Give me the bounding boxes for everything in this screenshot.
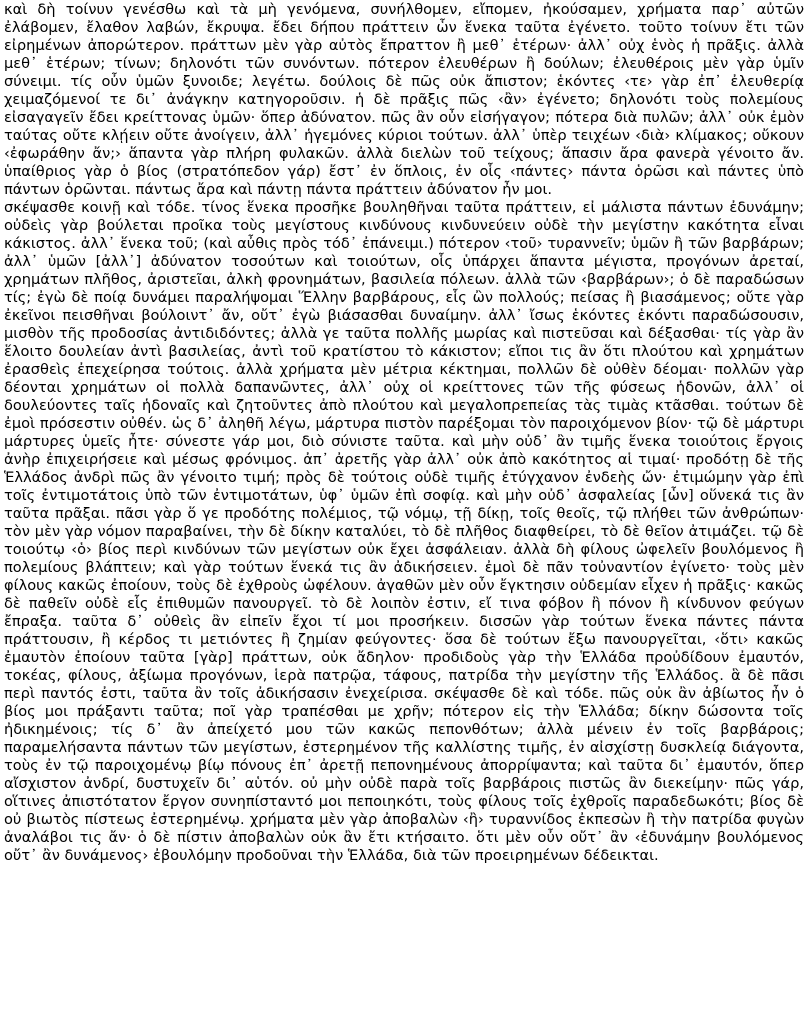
text-paragraph-2: σκέψασθε κοινῇ καὶ τόδε. τίνος ἕνεκα προσῆκε βουληθῆναι ταῦτα πράττειν, εἰ μάλιστα πάντων ἐδυνάμην; οὐδεὶς γὰρ βούλεται προῖκα τοὺς μεγίστους κινδύνους κινδυνεύειν οὐδὲ τὴν μεγίστην κακότητα εἶναι κάκιστος. ἀλλ᾿ ἕνεκα τοῦ; (καὶ αὖθις πρὸς τόδ᾿ ἐπάνειμι.) πότερον ‹τοῦ› τυραννεῖν; ὑμῶν ἢ τῶν βαρβάρων; ἀλλ᾿ ὑμῶν [ἀλλ᾿] ἀδύνατον τοσούτων καὶ τοιούτων, οἷς ὑπάρχει ἅπαντα μέγιστα, προγόνων ἀρεταί, χρημάτων πλῆθος, ἀριστεῖαι, ἀλκὴ φρονημάτων, βασιλεία πόλεων. ἀλλὰ τῶν ‹βαρβάρων›; ὁ δὲ παραδώσων τίς; ἐγὼ δὲ ποίᾳ δυνάμει παραλήψομαι Ἕλλην βαρβάρους, εἷς ὢν πολλούς; πείσας ἢ βιασάμενος; οὔτε γὰρ ἐκεῖνοι πεισθῆναι βούλοιντ᾿ ἄν, οὔτ᾿ ἐγὼ βιάσασθαι δυναίμην. ἀλλ᾿ ἴσως ἑκόντες ἑκόντι παραδώσουσιν, μισθὸν τῆς προδοσίας ἀντιδιδόντες; ἀλλὰ γε ταῦτα πολλῆς μωρίας καὶ πιστεῦσαι καὶ δέξασθαι· τίς γὰρ ἂν ἕλοιτο δουλείαν ἀντὶ βασιλείας, ἀντὶ τοῦ κρατίστου τὸ κάκιστον; εἴποι τις ἂν ὅτι πλούτου καὶ χρημάτων ἐρασθεὶς ἐπεχείρησα τούτοις. ἀλλὰ χρήματα μὲν μέτρια κέκτημαι, πολλῶν δὲ οὐθὲν δέομαι· πολλῶν γὰρ δέονται χρημάτων οἱ πολλὰ δαπανῶντες, ἀλλ᾿ οὐχ οἱ κρείττονες τῶν τῆς φύσεως ἡδονῶν, ἀλλ᾿ οἱ δουλεύοντες ταῖς ἡδοναῖς καὶ ζητοῦντες ἀπὸ πλούτου καὶ μεγαλοπρεπείας τὰς τιμὰς κτᾶσθαι. τούτων δὲ ἐμοὶ πρόσεστιν οὐθέν. ὡς δ᾿ ἀληθῆ λέγω, μάρτυρα πιστὸν παρέξομαι τὸν παροιχόμενον βίον· τῷ δὲ μάρτυρι μάρτυρες ὑμεῖς ἦτε· σύνεστε γάρ μοι, διὸ σύνιστε ταῦτα. καὶ μὴν οὐδ᾿ ἂν τιμῆς ἕνεκα τοιούτοις ἔργοις ἀνὴρ ἐπιχειρήσειε καὶ μέσως φρόνιμος. ἀπ᾿ ἀρετῆς γὰρ ἀλλ᾿ οὐκ ἀπὸ κακότητος αἱ τιμαί· προδότῃ δὲ τῆς Ἑλλάδος ἀνδρὶ πῶς ἂν γένοιτο τιμή; πρὸς δὲ τούτοις οὐδὲ τιμῆς ἐτύγχανον ἐνδεὴς ὤν· ἐτιμώμην γὰρ ἐπὶ τοῖς ἐντιμοτάτοις ὑπὸ τῶν ἐντιμοτάτων, ὑφ᾿ ὑμῶν ἐπὶ σοφίᾳ. καὶ μὴν οὐδ᾿ ἀσφαλείας [ὧν] οὕνεκά τις ἂν ταῦτα πρᾶξαι. πᾶσι γὰρ ὅ γε προδότης πολέμιος, τῷ νόμῳ, τῇ δίκῃ, τοῖς θεοῖς, τῷ πλήθει τῶν ἀνθρώπων· τὸν μὲν γὰρ νόμον παραβαίνει, τὴν δὲ δίκην καταλύει, τὸ δὲ πλῆθος διαφθείρει, τὸ δὲ θεῖον ἀτιμάζει. τῷ δὲ τοιούτῳ ‹ὁ› βίος περὶ κινδύνων τῶν μεγίστων οὐκ ἔχει ἀσφάλειαν. ἀλλὰ δὴ φίλους ὠφελεῖν βουλόμενος ἢ πολεμίους βλάπτειν; καὶ γὰρ τούτων ἕνεκά τις ἂν ἀδικήσειεν. ἐμοὶ δὲ πᾶν τοὐναντίον ἐγίνετο· τοὺς μὲν φίλους κακῶς ἐποίουν, τοὺς δὲ ἐχθροὺς ὠφέλουν. ἀγαθῶν μὲν οὖν ἔγκτησιν οὐδεμίαν εἶχεν ἡ πρᾶξις· κακῶς δὲ παθεῖν οὐδὲ εἷς ἐπιθυμῶν πανουργεῖ. τὸ δὲ λοιπὸν ἐστιν, εἴ τινα φόβον ἢ πόνον ἢ κίνδυνον φεύγων ἔπραξα. ταῦτα δ᾿ οὐθεὶς ἂν εἰπεῖν ἔχοι τί μοι προσήκειν. δισσῶν γὰρ τούτων ἕνεκα πάντες πάντα πράττουσιν, ἢ κέρδος τι μετιόντες ἢ ζημίαν φεύγοντες· ὅσα δὲ τούτων ἔξω πανουργεῖται, ‹ὅτι› κακῶς ἐμαυτὸν ἐποίουν ταῦτα [γὰρ] πράττων, οὐκ ἄδηλον· προδιδοὺς γὰρ τὴν Ἑλλάδα προὐδίδουν ἐμαυτόν, τοκέας, φίλους, ἀξίωμα προγόνων, ἱερὰ πατρῷα, τάφους, πατρίδα τὴν μεγίστην τῆς Ἑλλάδος. ἃ δὲ πᾶσι περὶ παντός ἐστι, ταῦτα ἂν τοῖς ἀδικήσασιν ἐνεχείρισα. σκέψασθε δὲ καὶ τόδε. πῶς οὐκ ἂν ἀβίωτος ἦν ὁ βίος μοι πράξαντι ταῦτα; ποῖ γὰρ τραπέσθαι με χρῆν; πότερον εἰς τὴν Ἑλλάδα; δίκην δώσοντα τοῖς ἠδικημένοις; τίς δ᾿ ἂν ἀπείχετό μου τῶν κακῶς πεπονθότων; ἀλλὰ μένειν ἐν τοῖς βαρβάροις; παραμελήσαντα πάντων τῶν μεγίστων, ἐστερημένον τῆς καλλίστης τιμῆς, ἐν αἰσχίστῃ δυσκλείᾳ διάγοντα, τοὺς ἐν τῷ παροιχομένῳ βίῳ πόνους ἐπ᾿ ἀρετῇ πεπονημένους ἀπορρίψαντα; καὶ ταῦτα δι᾿ ἐμαυτόν, ὅπερ αἴσχιστον ἀνδρί, δυστυχεῖν δι᾿ αὑτόν. οὐ μὴν οὐδὲ παρὰ τοῖς βαρβάροις πιστῶς ἂν διεκείμην· πῶς γάρ, οἵτινες ἀπιστότατον ἔργον συνηπίσταντό μοι πεποιηκότι, τοὺς φίλους τοῖς ἐχθροῖς παραδεδωκότι; βίος δὲ οὐ βιωτὸς πίστεως ἐστερημένῳ. χρήματα μὲν γὰρ ἀποβαλὼν ‹ἢ› τυραννίδος ἐκπεσὼν ἢ τὴν πατρίδα φυγὼν ἀναλάβοι τις ἄν· ὁ δὲ πίστιν ἀποβαλὼν οὐκ ἂν ἔτι κτήσαιτο. ὅτι μὲν οὖν οὔτ᾿ ἂν ‹ἐδυνάμην βουλόμενος οὔτ᾿ ἂν δυνάμενος› ἐβουλόμην προδοῦναι τὴν Ἑλλάδα, διὰ τῶν προειρημένων δέδεικται. (4, 199, 804, 864)
text-paragraph-1: καὶ δὴ τοίνυν γενέσθω καὶ τὰ μὴ γενόμενα, συνήλθομεν, εἴπομεν, ἠκούσαμεν, χρήματα παρ᾿ αὐτῶν ἐλάβομεν, ἔλαθον λαβών, ἔκρυψα. ἔδει δήπου πράττειν ὧν ἕνεκα ταῦτα ἐγένετο. τοῦτο τοίνυν ἔτι τῶν εἰρημένων ἀπορώτερον. πράττων μὲν γὰρ αὐτὸς ἔπραττον ἢ μεθ᾿ ἑτέρων· ἀλλ᾿ οὐχ ἑνὸς ἡ πρᾶξις. ἀλλὰ μεθ᾿ ἑτέρων; τίνων; δηλονότι τῶν συνόντων. πότερον ἐλευθέρων ἢ δούλων; ἐλευθέροις μὲν γὰρ ὑμῖν σύνειμι. τίς οὖν ὑμῶν ξυνοιδε; λεγέτω. δούλοις δὲ πῶς οὐκ ἄπιστον; ἑκόντες ‹τε› γὰρ ἐπ᾿ ἐλευθερίᾳ χειμαζόμενοί τε δι᾿ ἀνάγκην κατηγοροῦσιν. ἡ δὲ πρᾶξις πῶς ‹ἂν› ἐγένετο; δηλονότι τοὺς πολεμίους εἰσαγαγεῖν ἔδει κρείττονας ὑμῶν· ὅπερ ἀδύνατον. πῶς ἂν οὖν εἰσήγαγον; πότερα διὰ πυλῶν; ἀλλ᾿ οὐκ ἐμὸν ταύτας οὔτε κλῄειν οὔτε ἀνοίγειν, ἀλλ᾿ ἡγεμόνες κύριοι τούτων. ἀλλ᾿ ὑπὲρ τειχέων ‹διὰ› κλίμακος; οὔκουν ‹ἐφωράθην ἄν;› ἅπαντα γὰρ πλήρη φυλακῶν. ἀλλὰ διελὼν τοῦ τείχους; ἅπασιν ἄρα φανερὰ γένοιτο ἄν. ὑπαίθριος γὰρ ὁ βίος (στρατόπεδον γάρ) ἔστ᾿ ἐν ὅπλοις, ἐν οἷς ‹πάντες› πάντα ὁρῶσι καὶ πάντες ὑπὸ πάντων ὁρῶνται. πάντως ἄρα καὶ πάντῃ πάντα πράττειν ἀδύνατον ἦν μοι. (4, 1, 804, 198)
